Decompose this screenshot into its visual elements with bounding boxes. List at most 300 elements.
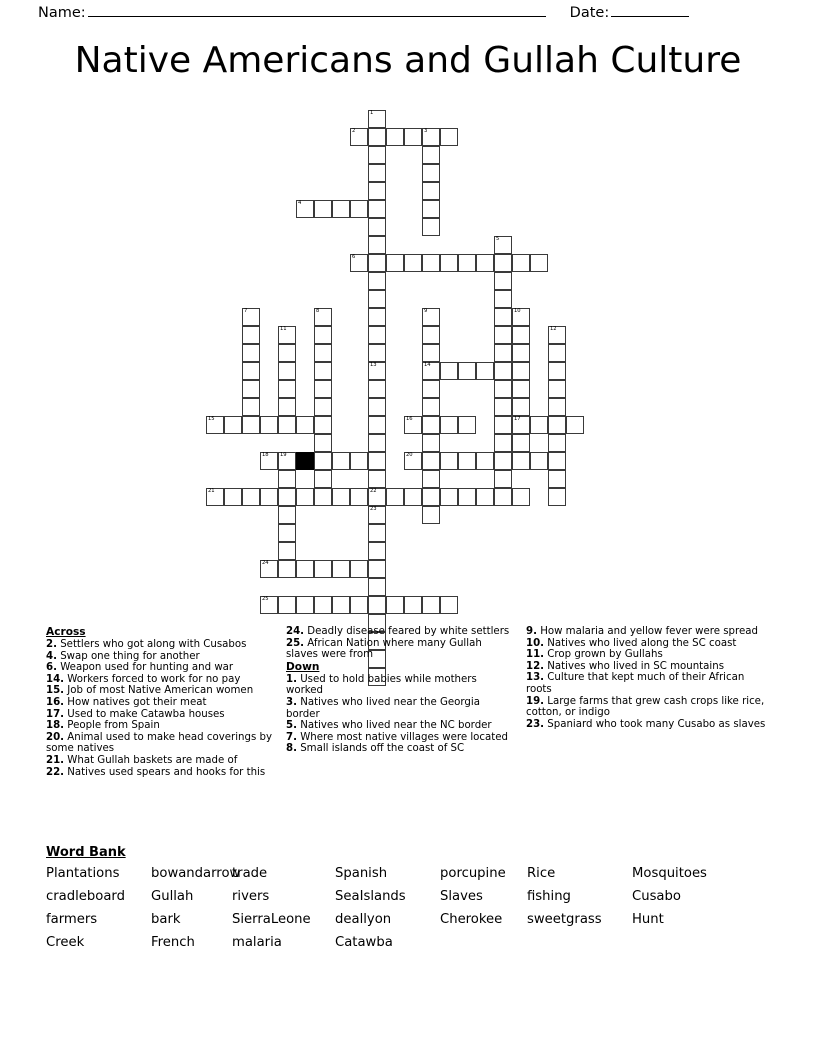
word-bank-item[interactable]: Creek <box>46 935 85 950</box>
clue-number: 3. <box>286 696 297 708</box>
grid-cell[interactable] <box>368 146 386 164</box>
grid-cell[interactable] <box>350 488 368 506</box>
word-bank-item[interactable]: fishing <box>527 889 571 904</box>
grid-cell[interactable] <box>494 308 512 326</box>
grid-cell[interactable] <box>278 488 296 506</box>
clue-number: 5. <box>286 720 297 732</box>
grid-cell[interactable] <box>368 524 386 542</box>
grid-cell[interactable] <box>458 362 476 380</box>
clue-text: Swap one thing for another <box>56 650 200 662</box>
grid-cell[interactable] <box>440 416 458 434</box>
grid-cell[interactable] <box>458 452 476 470</box>
grid-cell[interactable] <box>350 452 368 470</box>
grid-cell[interactable] <box>368 578 386 596</box>
grid-clue-number: 12 <box>550 326 557 332</box>
clue-across-17 <box>46 709 276 721</box>
grid-cell[interactable] <box>404 416 422 434</box>
grid-cell[interactable] <box>404 452 422 470</box>
grid-cell[interactable] <box>458 488 476 506</box>
grid-cell[interactable] <box>512 308 530 326</box>
grid-clue-number: 1 <box>370 110 374 116</box>
grid-clue-number: 9 <box>424 308 428 314</box>
grid-cell[interactable] <box>422 146 440 164</box>
grid-cell[interactable] <box>278 344 296 362</box>
clue-text: Natives who lived near the NC border <box>296 720 492 732</box>
clue-text: Crop grown by Gullahs <box>544 649 663 661</box>
grid-cell[interactable] <box>242 308 260 326</box>
word-bank-item[interactable]: rivers <box>232 889 270 904</box>
grid-cell[interactable] <box>512 488 530 506</box>
grid-cell[interactable] <box>494 362 512 380</box>
grid-cell[interactable] <box>278 380 296 398</box>
clue-across-16 <box>46 697 276 709</box>
clue-text: Job of most Native American women <box>64 685 254 697</box>
word-bank-row <box>46 935 776 958</box>
grid-cell[interactable] <box>350 560 368 578</box>
grid-cell[interactable] <box>278 524 296 542</box>
clue-down-7 <box>286 732 516 744</box>
grid-cell[interactable] <box>494 380 512 398</box>
word-bank-title: Word Bank <box>46 845 126 860</box>
clue-across-14 <box>46 674 276 686</box>
clue-number: 9. <box>526 626 537 637</box>
grid-cell[interactable] <box>314 416 332 434</box>
date-write-line[interactable] <box>611 4 689 17</box>
grid-cell[interactable] <box>260 560 278 578</box>
word-bank-item[interactable]: sweetgrass <box>527 912 602 927</box>
clue-number: 8. <box>286 743 297 755</box>
grid-cell[interactable] <box>314 344 332 362</box>
grid-cell[interactable] <box>260 416 278 434</box>
grid-cell[interactable] <box>242 362 260 380</box>
clues-container <box>46 626 770 778</box>
grid-cell[interactable] <box>440 452 458 470</box>
clue-text: Natives who lived near the Georgia border <box>286 696 480 720</box>
grid-cell[interactable] <box>422 506 440 524</box>
grid-cell[interactable] <box>314 434 332 452</box>
clue-across-6 <box>46 662 276 674</box>
grid-clue-number: 3 <box>424 128 428 134</box>
grid-cell[interactable] <box>422 452 440 470</box>
grid-cell[interactable] <box>314 452 332 470</box>
grid-cell[interactable] <box>368 272 386 290</box>
grid-cell[interactable] <box>548 380 566 398</box>
grid-cell[interactable] <box>548 344 566 362</box>
clue-number: 1. <box>286 673 297 685</box>
grid-cell[interactable] <box>368 416 386 434</box>
grid-cell[interactable] <box>314 308 332 326</box>
across-heading: Across <box>46 626 86 638</box>
grid-cell[interactable] <box>422 254 440 272</box>
grid-cell[interactable] <box>512 434 530 452</box>
clue-number: 14. <box>46 673 65 685</box>
grid-cell[interactable] <box>242 380 260 398</box>
grid-cell[interactable] <box>548 416 566 434</box>
grid-cell[interactable] <box>368 398 386 416</box>
grid-cell[interactable] <box>368 344 386 362</box>
grid-cell[interactable] <box>458 254 476 272</box>
grid-cell[interactable] <box>422 434 440 452</box>
clue-text: Natives who lived along the SC coast <box>544 637 737 649</box>
grid-cell[interactable] <box>278 452 296 470</box>
clue-number: 25. <box>286 637 305 649</box>
word-bank-item[interactable]: cradleboard <box>46 889 125 904</box>
grid-cell[interactable] <box>512 380 530 398</box>
grid-cell[interactable] <box>494 254 512 272</box>
grid-clue-number: 22 <box>370 488 377 494</box>
grid-clue-number: 15 <box>208 416 215 422</box>
grid-cell[interactable] <box>314 380 332 398</box>
grid-cell[interactable] <box>314 200 332 218</box>
clue-down-19 <box>526 696 770 719</box>
clue-across-21 <box>46 755 276 767</box>
grid-cell[interactable] <box>278 470 296 488</box>
grid-cell[interactable] <box>494 488 512 506</box>
grid-cell[interactable] <box>476 362 494 380</box>
word-bank-item[interactable]: French <box>151 935 195 950</box>
word-bank-item[interactable]: Cusabo <box>632 889 681 904</box>
grid-cell[interactable] <box>440 128 458 146</box>
grid-clue-number: 2 <box>352 128 356 134</box>
grid-cell[interactable] <box>368 362 386 380</box>
clue-text: How natives got their meat <box>64 696 207 708</box>
grid-cell[interactable] <box>368 110 386 128</box>
clue-number: 20. <box>46 731 65 743</box>
word-bank-item[interactable]: Spanish <box>335 866 388 881</box>
name-label: Name: <box>38 5 86 21</box>
grid-cell[interactable] <box>494 470 512 488</box>
grid-cell[interactable] <box>368 200 386 218</box>
clue-down-8 <box>286 743 516 755</box>
grid-cell[interactable] <box>476 254 494 272</box>
clue-text: How malaria and yellow fever were spread <box>536 626 758 637</box>
grid-cell[interactable] <box>368 164 386 182</box>
word-bank-item[interactable]: farmers <box>46 912 98 927</box>
grid-cell[interactable] <box>350 200 368 218</box>
grid-cell[interactable] <box>512 452 530 470</box>
word-bank-item[interactable]: bowandarrow <box>151 866 241 881</box>
grid-cell[interactable] <box>368 434 386 452</box>
word-bank-row <box>46 889 776 912</box>
word-bank-item[interactable]: Plantations <box>46 866 120 881</box>
grid-cell[interactable] <box>422 164 440 182</box>
grid-cell[interactable] <box>386 488 404 506</box>
grid-cell[interactable] <box>314 596 332 614</box>
grid-cell[interactable] <box>206 488 224 506</box>
grid-cell[interactable] <box>224 416 242 434</box>
grid-cell[interactable] <box>422 416 440 434</box>
clue-column-1 <box>46 626 286 778</box>
clue-number: 2. <box>46 639 57 650</box>
word-bank-item[interactable]: Mosquitoes <box>632 866 707 881</box>
grid-cell[interactable] <box>260 452 278 470</box>
clue-text: Small islands off the coast of SC <box>296 743 465 755</box>
grid-cell[interactable] <box>368 596 386 614</box>
grid-cell[interactable] <box>512 362 530 380</box>
word-bank-item[interactable]: Hunt <box>632 912 664 927</box>
page-title: Native Americans and Gullah Culture <box>74 40 742 81</box>
grid-clue-number: 19 <box>280 452 287 458</box>
word-bank-item[interactable]: Slaves <box>440 889 483 904</box>
grid-cell[interactable] <box>368 218 386 236</box>
grid-cell[interactable] <box>422 182 440 200</box>
grid-cell[interactable] <box>548 452 566 470</box>
clue-text: Weapon used for hunting and war <box>56 662 234 674</box>
grid-cell[interactable] <box>494 344 512 362</box>
grid-cell[interactable] <box>368 182 386 200</box>
clue-text: Spaniard who took many Cusabo as slaves <box>544 718 766 730</box>
grid-cell[interactable] <box>386 128 404 146</box>
clue-column-2 <box>286 626 526 778</box>
clue-number: 23. <box>526 718 545 730</box>
grid-cell[interactable] <box>530 452 548 470</box>
grid-cell[interactable] <box>422 362 440 380</box>
grid-cell[interactable] <box>278 596 296 614</box>
grid-cell[interactable] <box>494 272 512 290</box>
grid-cell[interactable] <box>404 254 422 272</box>
grid-cell[interactable] <box>422 200 440 218</box>
grid-cell[interactable] <box>314 470 332 488</box>
grid-cell[interactable] <box>422 326 440 344</box>
clue-down-5 <box>286 720 516 732</box>
name-write-line[interactable] <box>88 4 546 17</box>
grid-cell[interactable] <box>278 560 296 578</box>
clue-text: Settlers who got along with Cusabos <box>56 639 247 650</box>
grid-cell[interactable] <box>224 488 242 506</box>
grid-cell[interactable] <box>530 416 548 434</box>
grid-cell[interactable] <box>278 326 296 344</box>
clue-column-3 <box>526 626 770 778</box>
grid-cell[interactable] <box>422 470 440 488</box>
grid-cell[interactable] <box>242 398 260 416</box>
grid-cell[interactable] <box>350 254 368 272</box>
grid-clue-number: 24 <box>262 560 269 566</box>
grid-cell[interactable] <box>296 200 314 218</box>
grid-cell[interactable] <box>296 488 314 506</box>
word-bank-item[interactable]: trade <box>232 866 268 881</box>
grid-cell[interactable] <box>422 380 440 398</box>
grid-clue-number: 20 <box>406 452 413 458</box>
grid-cell[interactable] <box>548 470 566 488</box>
clue-down-13 <box>526 672 770 695</box>
grid-cell[interactable] <box>368 542 386 560</box>
grid-cell[interactable] <box>548 434 566 452</box>
grid-cell[interactable] <box>332 200 350 218</box>
word-bank-item[interactable]: SeaIslands <box>335 889 406 904</box>
grid-cell[interactable] <box>368 506 386 524</box>
grid-cell[interactable] <box>422 128 440 146</box>
grid-cell[interactable] <box>404 596 422 614</box>
grid-cell[interactable] <box>494 398 512 416</box>
clue-number: 7. <box>286 731 297 743</box>
grid-cell[interactable] <box>278 398 296 416</box>
word-bank-item[interactable]: Gullah <box>151 889 194 904</box>
clue-number: 12. <box>526 660 545 672</box>
grid-clue-number: 5 <box>496 236 500 242</box>
grid-cell[interactable] <box>278 506 296 524</box>
clue-across-2 <box>46 639 276 651</box>
grid-cell[interactable] <box>458 416 476 434</box>
grid-cell[interactable] <box>314 398 332 416</box>
word-bank-item[interactable]: bark <box>151 912 181 927</box>
grid-cell[interactable] <box>278 416 296 434</box>
clue-text: African Nation where many Gullah slaves were from <box>286 637 482 661</box>
grid-cell[interactable] <box>422 488 440 506</box>
grid-cell[interactable] <box>476 452 494 470</box>
grid-cell[interactable] <box>566 416 584 434</box>
grid-clue-number: 7 <box>244 308 248 314</box>
grid-clue-number: 14 <box>424 362 431 368</box>
grid-cell[interactable] <box>368 326 386 344</box>
clue-across-20 <box>46 732 276 755</box>
clue-number: 22. <box>46 766 65 778</box>
clue-text: Natives who lived in SC mountains <box>544 660 725 672</box>
grid-cell[interactable] <box>494 452 512 470</box>
word-bank-item[interactable]: porcupine <box>440 866 506 881</box>
grid-cell[interactable] <box>368 488 386 506</box>
clue-text: Animal used to make head coverings by some natives <box>46 731 272 755</box>
grid-cell[interactable] <box>404 128 422 146</box>
grid-cell[interactable] <box>296 416 314 434</box>
grid-cell[interactable] <box>368 236 386 254</box>
grid-cell[interactable] <box>548 398 566 416</box>
grid-cell[interactable] <box>404 488 422 506</box>
grid-cell[interactable] <box>242 416 260 434</box>
grid-cell[interactable] <box>386 596 404 614</box>
grid-cell[interactable] <box>314 362 332 380</box>
grid-cell[interactable] <box>368 470 386 488</box>
grid-clue-number: 4 <box>298 200 302 206</box>
clue-number: 4. <box>46 650 57 662</box>
grid-cell[interactable] <box>548 488 566 506</box>
grid-cell[interactable] <box>350 128 368 146</box>
grid-cell[interactable] <box>332 560 350 578</box>
grid-cell[interactable] <box>494 416 512 434</box>
clue-number: 19. <box>526 695 545 707</box>
grid-cell[interactable] <box>548 326 566 344</box>
grid-cell[interactable] <box>440 254 458 272</box>
grid-cell[interactable] <box>530 254 548 272</box>
clue-text: Deadly disease feared by white settlers <box>304 626 510 637</box>
grid-cell[interactable] <box>512 326 530 344</box>
grid-cell[interactable] <box>548 362 566 380</box>
grid-cell[interactable] <box>242 326 260 344</box>
grid-cell[interactable] <box>440 488 458 506</box>
clue-down-23 <box>526 719 770 731</box>
word-bank-item[interactable]: deallyon <box>335 912 392 927</box>
grid-cell[interactable] <box>494 434 512 452</box>
grid-cell[interactable] <box>368 254 386 272</box>
clue-text: Culture that kept much of their African roots <box>526 672 745 695</box>
grid-cell[interactable] <box>422 344 440 362</box>
grid-cell[interactable] <box>332 452 350 470</box>
grid-cell[interactable] <box>368 290 386 308</box>
clue-down-11 <box>526 649 770 661</box>
down-heading: Down <box>286 660 320 673</box>
clue-across-25 <box>286 638 516 661</box>
grid-clue-number: 6 <box>352 254 356 260</box>
clue-number: 18. <box>46 720 65 732</box>
clue-text: People from Spain <box>64 720 160 732</box>
grid-cell[interactable] <box>494 326 512 344</box>
grid-cell[interactable] <box>368 380 386 398</box>
clue-text: Workers forced to work for no pay <box>64 673 241 685</box>
clue-down-3 <box>286 697 516 720</box>
grid-cell[interactable] <box>386 254 404 272</box>
grid-clue-number: 25 <box>262 596 269 602</box>
word-bank-item[interactable]: SierraLeone <box>232 912 311 927</box>
grid-clue-number: 11 <box>280 326 287 332</box>
grid-clue-number: 17 <box>514 416 521 422</box>
grid-cell[interactable] <box>296 596 314 614</box>
grid-cell[interactable] <box>494 290 512 308</box>
word-bank-item[interactable]: malaria <box>232 935 282 950</box>
grid-cell[interactable] <box>332 596 350 614</box>
grid-cell[interactable] <box>476 488 494 506</box>
word-bank-item[interactable]: Cherokee <box>440 912 503 927</box>
crossword-grid[interactable] <box>188 110 628 630</box>
grid-cell[interactable] <box>314 326 332 344</box>
clue-across-22 <box>46 767 276 779</box>
grid-cell[interactable] <box>278 542 296 560</box>
grid-cell[interactable] <box>440 362 458 380</box>
clue-number: 13. <box>526 672 545 684</box>
grid-cell[interactable] <box>368 560 386 578</box>
grid-cell[interactable] <box>314 488 332 506</box>
grid-cell[interactable] <box>242 488 260 506</box>
word-bank <box>46 866 776 958</box>
grid-cell[interactable] <box>512 398 530 416</box>
word-bank-item[interactable]: Catawba <box>335 935 393 950</box>
clue-number: 17. <box>46 708 65 720</box>
grid-cell[interactable] <box>440 596 458 614</box>
grid-cell[interactable] <box>512 344 530 362</box>
clue-number: 24. <box>286 626 305 637</box>
grid-clue-number: 16 <box>406 416 413 422</box>
grid-clue-number: 13 <box>370 362 377 368</box>
word-bank-item[interactable]: Rice <box>527 866 556 881</box>
grid-cell[interactable] <box>512 416 530 434</box>
name-date-row <box>0 0 816 26</box>
grid-cell[interactable] <box>260 488 278 506</box>
grid-cell[interactable] <box>494 236 512 254</box>
grid-cell[interactable] <box>206 416 224 434</box>
clue-number: 21. <box>46 754 65 766</box>
grid-cell[interactable] <box>278 362 296 380</box>
grid-cell[interactable] <box>368 452 386 470</box>
grid-cell[interactable] <box>512 254 530 272</box>
grid-cell[interactable] <box>368 308 386 326</box>
grid-cell[interactable] <box>350 596 368 614</box>
grid-cell[interactable] <box>242 344 260 362</box>
grid-cell[interactable] <box>314 560 332 578</box>
grid-cell[interactable] <box>296 560 314 578</box>
grid-cell[interactable] <box>368 128 386 146</box>
clue-text: What Gullah baskets are made of <box>64 754 238 766</box>
clue-across-4 <box>46 651 276 663</box>
grid-cell[interactable] <box>422 218 440 236</box>
grid-cell[interactable] <box>332 488 350 506</box>
grid-cell[interactable] <box>422 308 440 326</box>
grid-clue-number: 10 <box>514 308 521 314</box>
grid-cell[interactable] <box>422 398 440 416</box>
clue-text: Used to make Catawba houses <box>64 708 225 720</box>
clue-across-18 <box>46 720 276 732</box>
grid-cell[interactable] <box>260 596 278 614</box>
clue-text: Large farms that grew cash crops like rice, cotton, or indigo <box>526 695 765 719</box>
clue-across-15 <box>46 685 276 697</box>
grid-cell[interactable] <box>422 596 440 614</box>
